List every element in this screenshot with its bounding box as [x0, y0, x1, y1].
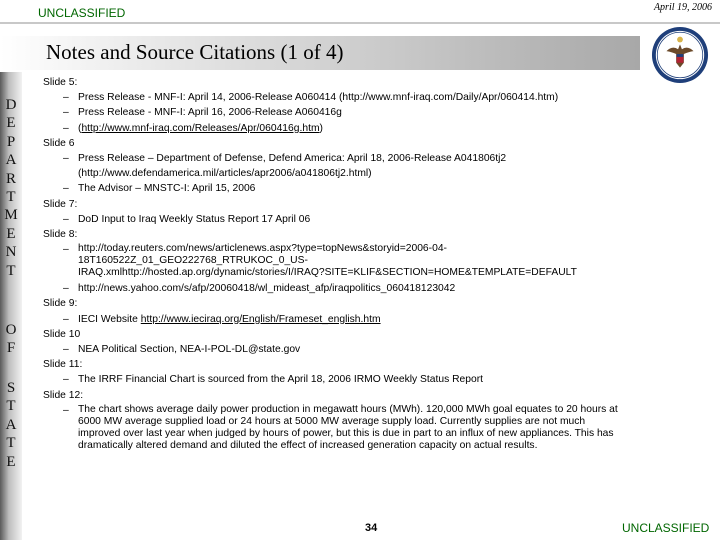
citation-item: [43, 312, 715, 327]
citation-text: Press Release – Department of Defense, Defend America: April 18, 2006-Release A041806tj2 (http://www.defendamerica.mil/articles/apr2006/a041806tj2.html): [78, 153, 507, 180]
citation-link[interactable]: http://www.mnf-iraq.com/Releases/Apr/060416g.htm: [81, 122, 320, 134]
slide-label: Slide 6: [43, 137, 75, 149]
citation-item: [43, 403, 715, 454]
citation-suffix: ): [319, 122, 323, 134]
sidebar-word-state: [0, 379, 22, 471]
sidebar-letter: M: [4, 207, 18, 224]
citation-text: The chart shows average daily power production in megawatt hours (MWh). 120,000 MWh goal equates to 20 hours at 6000 MW average supplied load or 24 hours at 5000 MW average supply load. Currently supplies are not much improved over last year when judged by hours of power, but this is due in part to an influx of new appliances. This has dramatically altered demand and diluted the effect of increased generation capacity on actual results.: [78, 403, 618, 451]
sidebar-letter: T: [6, 398, 16, 415]
sidebar-word-department: [0, 96, 22, 280]
bullet-dash: –: [63, 122, 69, 134]
sidebar-letter: S: [6, 380, 16, 396]
citation-item: [43, 90, 715, 105]
citation-item: [43, 151, 715, 181]
slide-label: Slide 7:: [43, 198, 78, 210]
citation-item: [43, 372, 715, 387]
sidebar-letter: O: [5, 322, 17, 338]
citation-text: Press Release - MNF-I: April 14, 2006-Release A060414 (http://www.mnf-iraq.com/Daily/Apr/060414.htm): [78, 92, 559, 104]
bullet-dash: –: [63, 107, 69, 119]
citation-text: NEA Political Section, NEA-I-POL-DL@state.gov: [78, 344, 301, 356]
citation-item: [43, 105, 715, 120]
classification-marking-top: UNCLASSIFIED: [38, 6, 126, 20]
citation-item: [43, 242, 715, 281]
bullet-dash: –: [63, 404, 69, 416]
citation-text: http://news.yahoo.com/s/afp/20060418/wl_mideast_afp/iraqpolitics_060418123042: [78, 283, 456, 295]
classification-marking-bottom: UNCLASSIFIED: [622, 521, 710, 535]
slide-label: Slide 8:: [43, 229, 78, 241]
bullet-dash: –: [63, 92, 69, 104]
citation-item: [43, 281, 715, 296]
citation-item: [43, 342, 715, 357]
citation-prefix: (: [78, 122, 82, 134]
bullet-dash: –: [63, 374, 69, 386]
sidebar-letter: A: [5, 416, 17, 433]
bullet-dash: –: [63, 344, 69, 356]
bullet-dash: –: [63, 283, 69, 295]
sidebar-letter: E: [6, 115, 16, 132]
citation-text: DoD Input to Iraq Weekly Status Report 17 April 06: [78, 213, 311, 225]
citation-list: [43, 75, 715, 454]
bullet-dash: –: [63, 244, 69, 256]
citation-text: The Advisor – MNSTC-I: April 15, 2006: [78, 183, 256, 195]
sidebar-word-of: [0, 321, 22, 358]
citation-prefix: IECI Website: [78, 313, 141, 325]
sidebar-letter: T: [6, 262, 16, 279]
page-number: 34: [365, 522, 378, 534]
citation-item: [43, 212, 715, 227]
bullet-dash: –: [63, 153, 69, 165]
slide-label: Slide 9:: [43, 298, 78, 310]
citation-item: [43, 181, 715, 196]
bullet-dash: –: [63, 313, 69, 325]
citation-text: http://today.reuters.com/news/articlenews.aspx?type=topNews&storyid=2006-04- 18T160522Z_01_GEO222768_RTRUKOC_0_US- IRAQ.xmlhttp://hosted.ap.org/dynamic/stories/I/IRAQ?SITE=KLIF&SECTION=HOME&TEMPLATE=DEFAULT: [78, 243, 577, 279]
sidebar-letter: E: [6, 453, 16, 470]
slide-label: Slide 10: [43, 328, 81, 340]
slide-label: Slide 5:: [43, 77, 78, 88]
page-title: Notes and Source Citations (1 of 4): [46, 40, 344, 64]
sidebar-letter: T: [6, 189, 16, 206]
document-date: April 19, 2006: [653, 2, 712, 13]
header-divider: [0, 22, 720, 24]
citation-text: The IRRF Financial Chart is sourced from the April 18, 2006 IRMO Weekly Status Report: [78, 374, 483, 386]
citation-text: Press Release - MNF-I: April 16, 2006-Release A060416g: [78, 107, 342, 119]
sidebar-letter: P: [6, 133, 16, 150]
citation-link[interactable]: http://www.ieciraq.org/English/Frameset_english.htm: [140, 313, 381, 325]
bullet-dash: –: [63, 213, 69, 225]
sidebar-letter: E: [6, 225, 16, 242]
slide-label: Slide 11:: [43, 359, 83, 371]
slide-label: Slide 12:: [43, 389, 84, 401]
sidebar-letter: N: [5, 244, 17, 261]
bullet-dash: –: [63, 183, 69, 195]
sidebar-letter: T: [6, 435, 16, 452]
citation-item: [43, 121, 715, 136]
sidebar-letter: F: [6, 340, 16, 357]
sidebar-letter: D: [5, 97, 17, 113]
sidebar-letter: A: [5, 152, 17, 169]
sidebar-letter: R: [5, 170, 16, 187]
